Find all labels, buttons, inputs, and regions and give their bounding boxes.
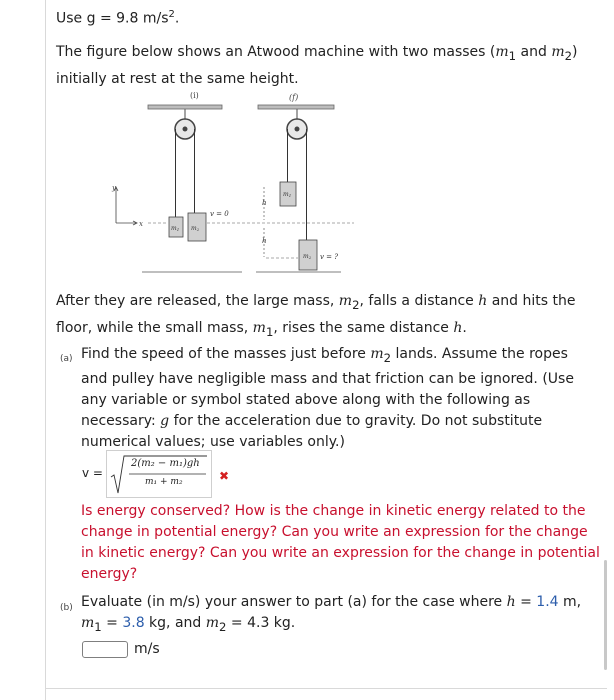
atwood-figure <box>106 92 356 282</box>
label-final: (f) <box>289 93 299 102</box>
scrollbar[interactable] <box>604 560 607 670</box>
v-initial-label: v = 0 <box>210 210 229 218</box>
ceiling-final <box>258 105 334 109</box>
x-axis-label: x <box>139 220 143 228</box>
left-border <box>45 0 46 700</box>
y-axis-label: y <box>112 184 116 192</box>
h-upper: h <box>262 199 267 207</box>
unit-label: m/s <box>134 641 160 657</box>
answer-denominator: m₁ + m₂ <box>145 477 183 487</box>
feedback-text: Is energy conserved? How is the change in kinetic energy related to the change in potential energy? Can you write an expression for the change in kinetic energy? Can you write an expression for the change in potential energy? <box>81 503 600 582</box>
svg-text:m1: m1 <box>283 191 292 198</box>
answer-a-box[interactable] <box>106 450 212 498</box>
h-lower: h <box>262 237 267 245</box>
part-b-text: Evaluate (in m/s) your answer to part (a) for the case where h = 1.4 m, $m_1 = 3.8$ kg, and $m_2 = 4.3$ kg. <box>81 594 582 634</box>
svg-text:m2: m2 <box>191 225 200 232</box>
part-b-label: (b) <box>60 603 73 613</box>
incorrect-icon: ✖ <box>219 469 230 483</box>
v-label: v = <box>82 466 103 480</box>
part-a-text: Find the speed of the masses just before $m_2$ lands. Assume the ropes and pulley have negligible mass and that friction can be ignored. (Use any variable or symbol stated above along with the following as necessary: g for the acceleration due to gravity. Do not substitute numerical values; use variables only.) <box>81 346 574 450</box>
label-initial: (i) <box>190 92 199 100</box>
v-final-label: v = ? <box>320 253 339 261</box>
answer-numerator: 2(m₂ − m₁)gh <box>131 458 200 469</box>
gravity-note: Use g = 9.8 $m/s^2$. <box>56 9 180 27</box>
intro-text: The figure below shows an Atwood machine with two masses ($m_1$ and $m_2$) initially at rest at the same height. <box>56 44 578 87</box>
answer-b-input[interactable] <box>82 641 128 658</box>
svg-text:m1: m1 <box>171 225 180 232</box>
after-release-text: After they are released, the large mass, $m_2$, falls a distance h and hits the floor, while the small mass, $m_1$, rises the same distance h. <box>56 293 576 339</box>
bottom-border <box>45 688 607 689</box>
svg-text:m2: m2 <box>303 253 312 260</box>
part-a-label: (a) <box>60 354 73 364</box>
ceiling-initial <box>148 105 222 109</box>
